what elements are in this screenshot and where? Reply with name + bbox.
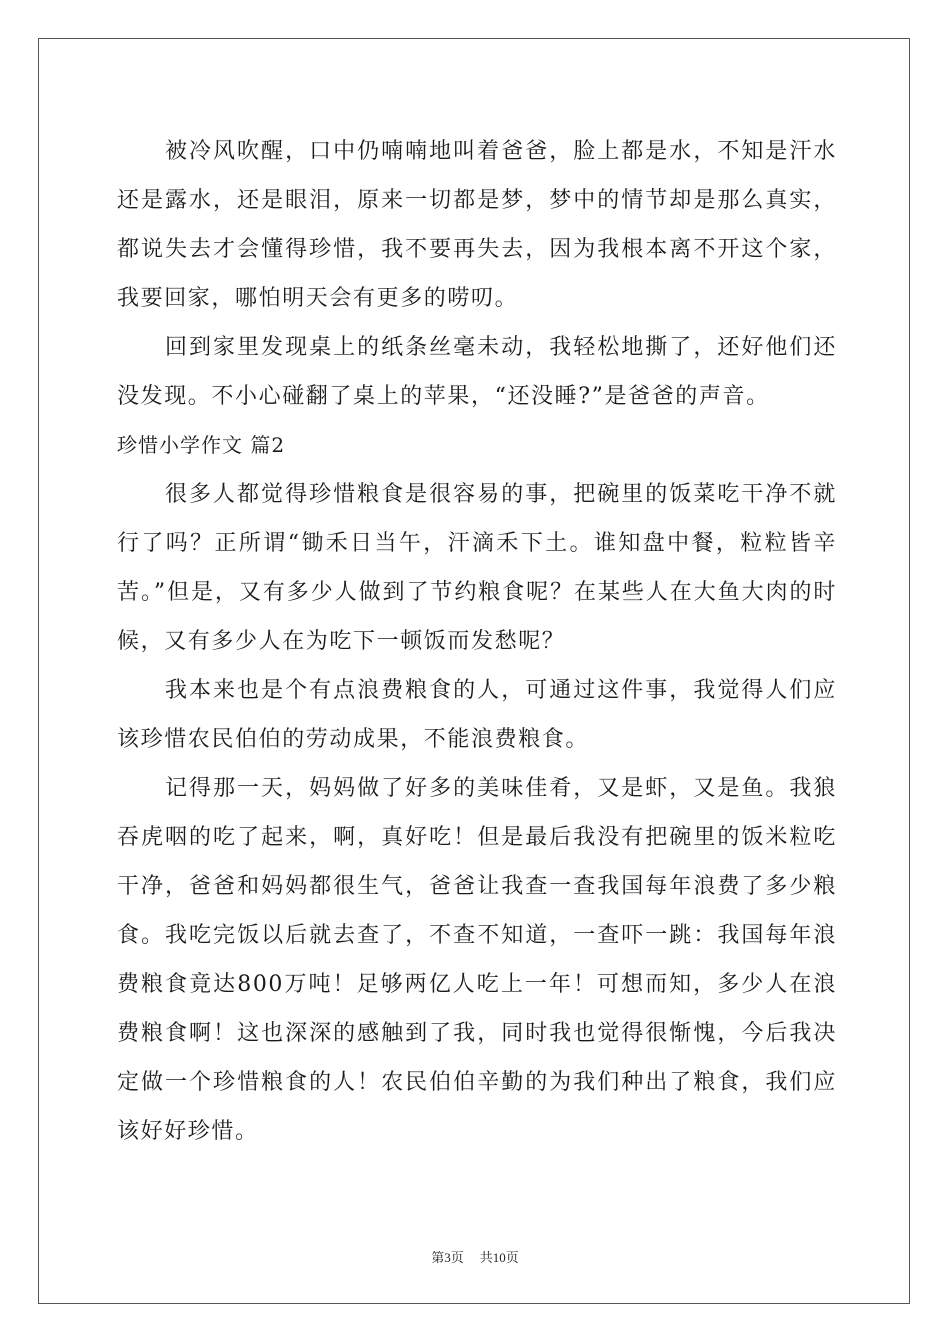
- page-number-total: 共10页: [479, 1250, 519, 1265]
- paragraph: 被冷风吹醒，口中仍喃喃地叫着爸爸，脸上都是水，不知是汗水还是露水，还是眼泪，原来一切都是梦，梦中的情节却是那么真实，都说失去才会懂得珍惜，我不要再失去，因为我根本离不开这个家，我要回家，哪怕明天会有更多的唠叨。: [117, 139, 837, 311]
- paragraph: 很多人都觉得珍惜粮食是很容易的事，把碗里的饭菜吃干净不就行了吗？正所谓“锄禾日当午，汗滴禾下土。谁知盘中餐，粒粒皆辛苦。”但是，又有多少人做到了节约粮食呢？在某些人在大鱼大肉的时候，又有多少人在为吃下一顿饭而发愁呢？: [117, 482, 837, 654]
- page-footer: [0, 1247, 950, 1266]
- paragraph: 我本来也是个有点浪费粮食的人，可通过这件事，我觉得人们应该珍惜农民伯伯的劳动成果，不能浪费粮食。: [117, 678, 837, 752]
- document-body: [117, 127, 837, 1156]
- page-number-current: 第3页: [431, 1250, 464, 1265]
- paragraph: 回到家里发现桌上的纸条丝毫未动，我轻松地撕了，还好他们还没发现。不小心碰翻了桌上的苹果，“还没睡?”是爸爸的声音。: [117, 335, 837, 409]
- paragraph: 记得那一天，妈妈做了好多的美味佳肴，又是虾，又是鱼。我狼吞虎咽的吃了起来，啊，真好吃！但是最后我没有把碗里的饭米粒吃干净，爸爸和妈妈都很生气，爸爸让我查一查我国每年浪费了多少粮食。我吃完饭以后就去查了，不查不知道，一查吓一跳：我国每年浪费粮食竟达800万吨！足够两亿人吃上一年！可想而知，多少人在浪费粮食啊！这也深深的感触到了我，同时我也觉得很惭愧，今后我决定做一个珍惜粮食的人！农民伯伯辛勤的为我们种出了粮食，我们应该好好珍惜。: [117, 776, 837, 1144]
- section-heading: 珍惜小学作文 篇2: [117, 433, 286, 457]
